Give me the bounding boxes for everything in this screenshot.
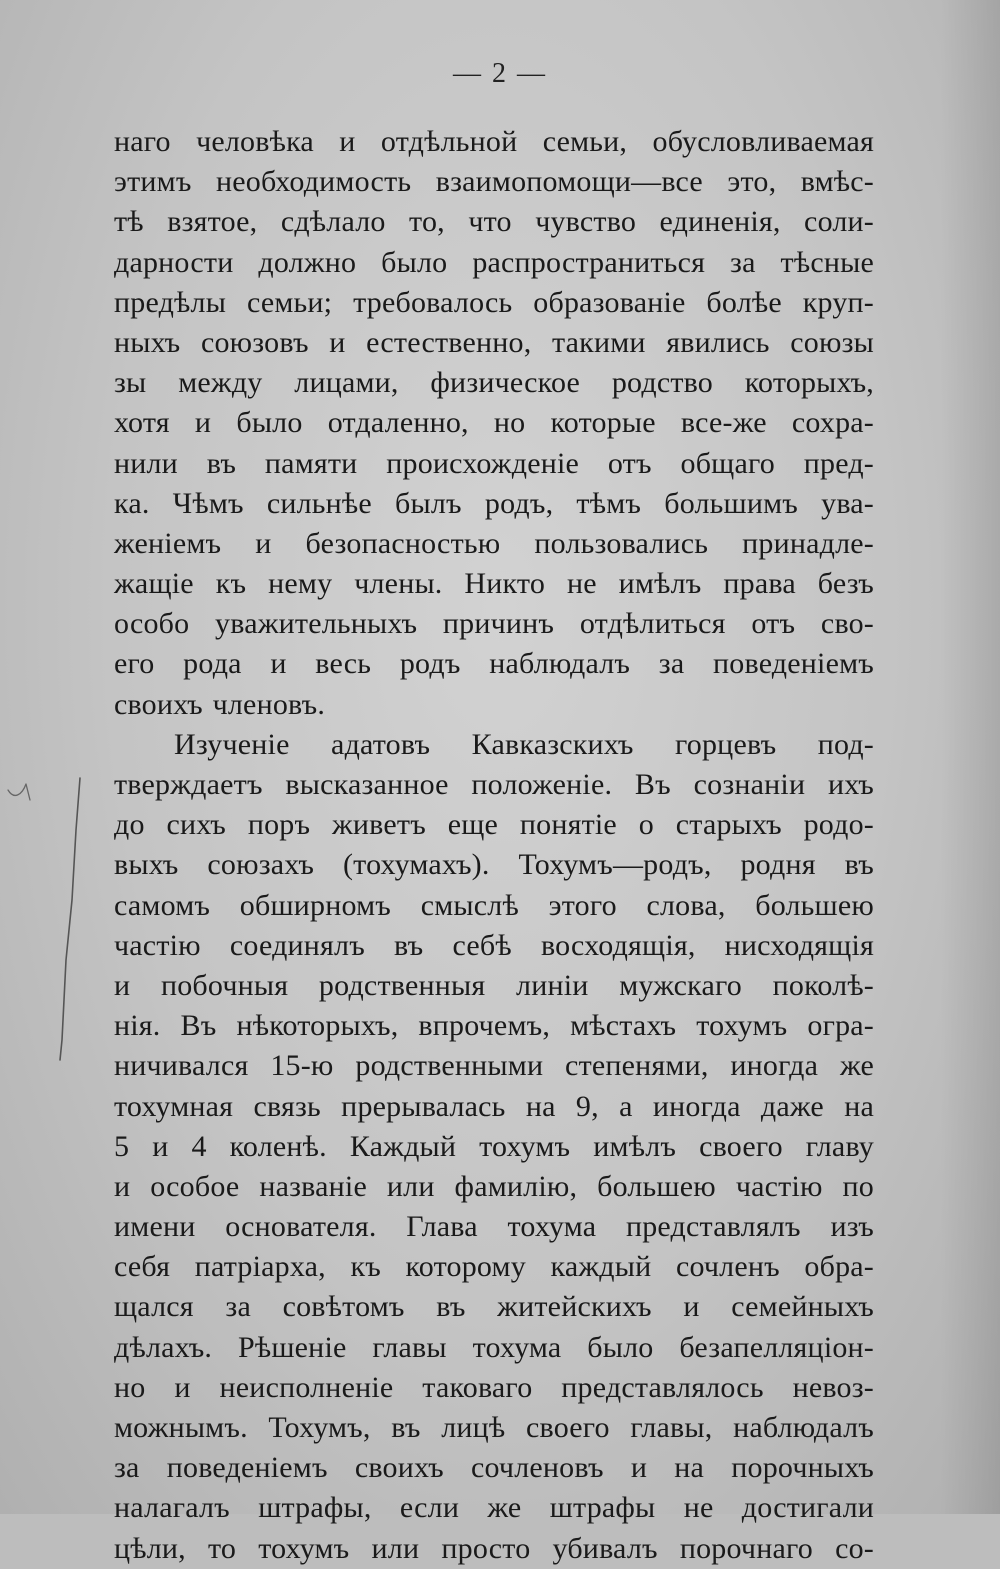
text-line: ничивался 15-ю родственными степенями, иногда же <box>114 1049 874 1083</box>
text-line: хотя и было отдаленно, но которые все-же сохра- <box>114 406 874 440</box>
text-line: цѣли, то тохумъ или просто убивалъ порочнаго со- <box>114 1531 874 1565</box>
text-line: самомъ обширномъ смыслѣ этого слова, большею <box>114 888 874 922</box>
text-line: жащіе къ нему члены. Никто не имѣлъ права безъ <box>114 567 874 601</box>
page-number: — 2 — <box>453 58 547 89</box>
text-line: наго человѣка и отдѣльной семьи, обусловливаемая <box>114 125 874 158</box>
text-line: своихъ членовъ. <box>114 687 326 721</box>
text-line: дѣлахъ. Рѣшеніе главы тохума было безапелляціон- <box>114 1330 874 1364</box>
text-line: выхъ союзахъ (тохумахъ). Тохумъ—родъ, родня въ <box>114 848 874 882</box>
text-line: ныхъ союзовъ и естественно, такими явились союзы <box>114 325 874 359</box>
text-line: за поведеніемъ своихъ сочленовъ и на порочныхъ <box>114 1451 874 1485</box>
text-line: можнымъ. Тохумъ, въ лицѣ своего главы, наблюдалъ <box>114 1411 874 1444</box>
text-line: предѣлы семьи; требовалось образованіе болѣе круп- <box>114 285 874 319</box>
text-line: себя патріарха, къ которому каждый сочленъ обра- <box>114 1250 874 1284</box>
text-line: Изученіе адатовъ Кавказскихъ горцевъ под- <box>174 727 874 761</box>
text-line: имени основателя. Глава тохума представлялъ изъ <box>114 1210 874 1244</box>
text-line: его рода и весь родъ наблюдалъ за поведеніемъ <box>114 647 874 681</box>
text-line: и побочныя родственныя линіи мужскаго поколѣ- <box>114 968 874 1002</box>
page-shadow <box>940 0 1000 1514</box>
text-line: налагалъ штрафы, если же штрафы не достигали <box>114 1491 874 1525</box>
text-line: этимъ необходимость взаимопомощи—все это, вмѣс- <box>114 165 874 199</box>
text-line: особо уважительныхъ причинъ отдѣлиться отъ сво- <box>114 607 874 641</box>
text-line: но и неисполненіе таковаго представлялось невоз- <box>114 1370 874 1404</box>
text-line: женіемъ и безопасностью пользовались принадле- <box>114 526 874 560</box>
text-line: нили въ памяти происхожденіе отъ общаго пред- <box>114 446 874 480</box>
text-line: тѣ взятое, сдѣлало то, что чувство единенія, соли- <box>114 205 874 239</box>
text-line: зы между лицами, физическое родство которыхъ, <box>114 366 874 400</box>
body-text <box>114 122 874 1569</box>
text-line: щался за совѣтомъ въ житейскихъ и семейныхъ <box>114 1290 874 1324</box>
text-line: частію соединялъ въ себѣ восходящія, нисходящія <box>114 928 874 962</box>
pencil-margin-mark <box>0 0 120 1100</box>
text-line: до сихъ поръ живетъ еще понятіе о старыхъ родо- <box>114 808 874 842</box>
text-line: дарности должно было распространиться за тѣсные <box>114 245 874 279</box>
text-line: тохумная связь прерывалась на 9, а иногда даже на <box>114 1089 874 1123</box>
text-line: тверждаетъ высказанное положеніе. Въ сознаніи ихъ <box>114 768 874 801</box>
text-line: 5 и 4 коленѣ. Каждый тохумъ имѣлъ своего главу <box>114 1129 874 1163</box>
text-line: и особое названіе или фамилію, большею частію по <box>114 1169 874 1203</box>
text-line: нія. Въ нѣкоторыхъ, впрочемъ, мѣстахъ тохумъ огра- <box>114 1009 874 1043</box>
text-line: ка. Чѣмъ сильнѣе былъ родъ, тѣмъ большимъ ува- <box>114 486 874 520</box>
